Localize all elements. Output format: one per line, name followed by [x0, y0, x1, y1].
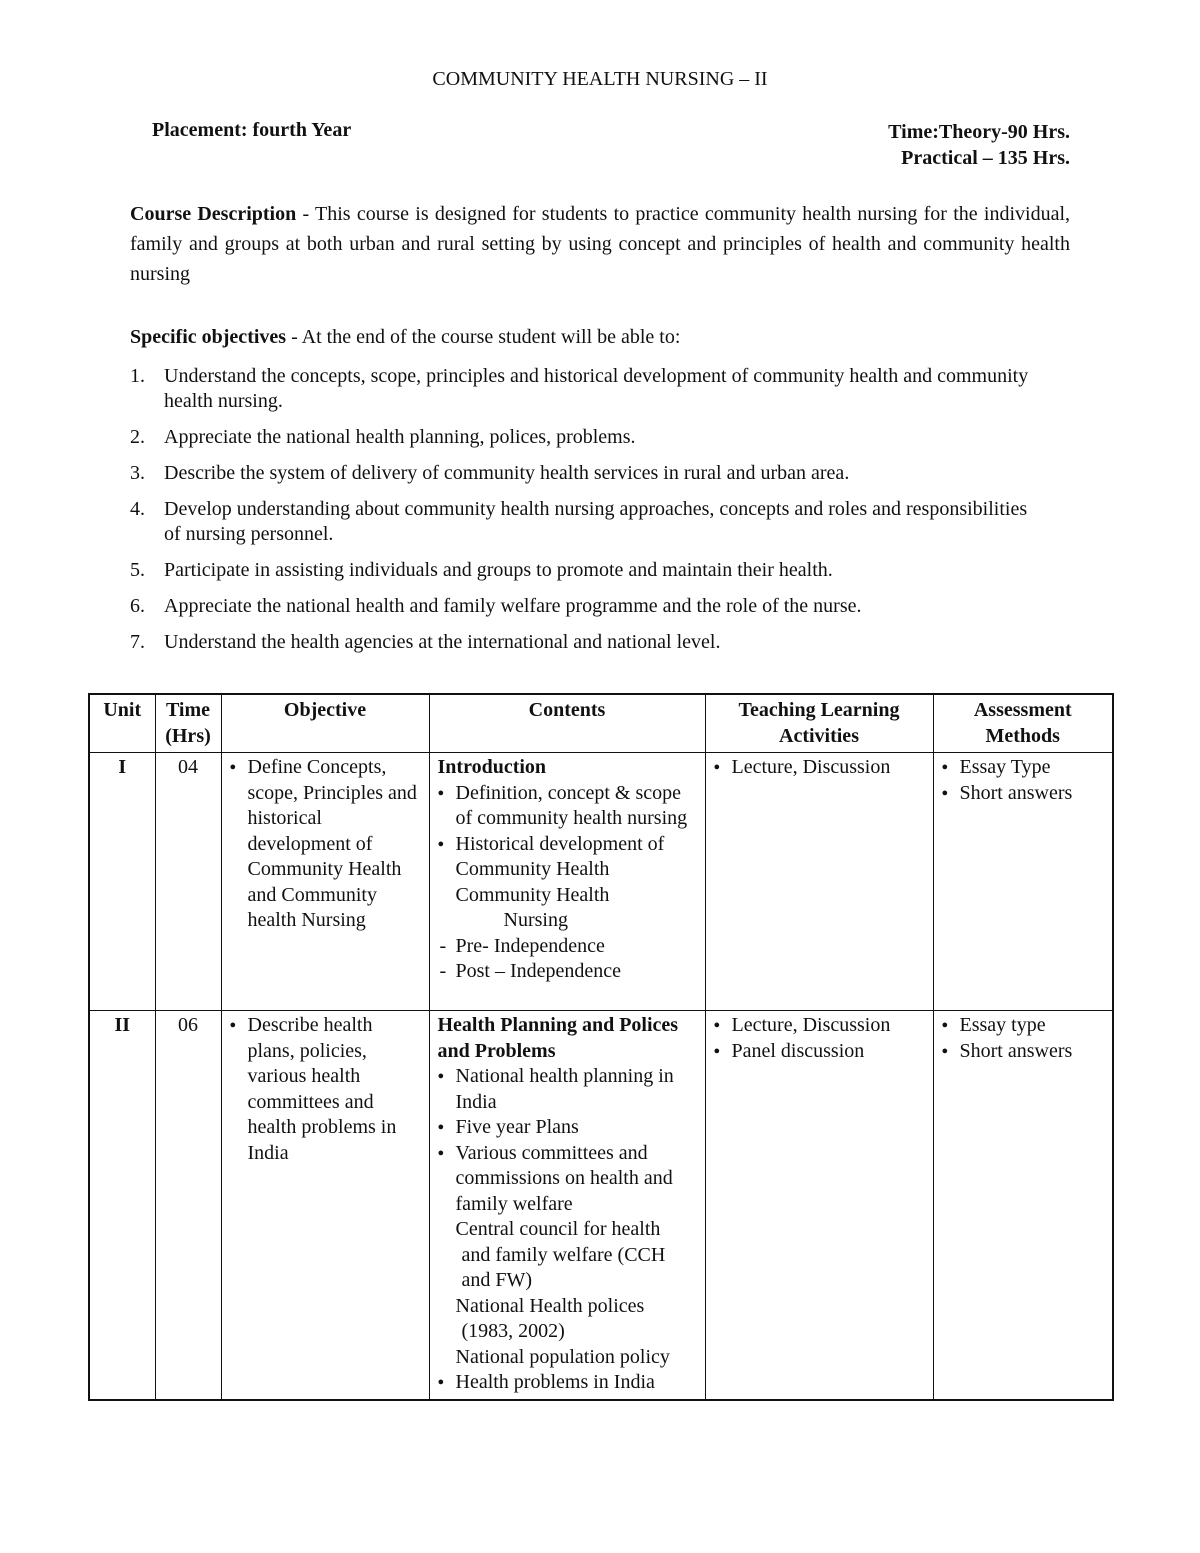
cell-assessment: [933, 753, 1113, 1011]
bullet-item: ● Lecture, Discussion: [714, 755, 925, 781]
table-row: [89, 753, 1113, 1011]
objectives-list: [130, 364, 1030, 666]
placement-label: Placement: fourth Year: [152, 119, 352, 141]
content-line: Community Health: [455, 883, 610, 906]
bullet-item: ● Lecture, Discussion: [714, 1013, 925, 1039]
bullet-item: ● Describe health plans, policies, various health committees and health problems in India: [230, 1013, 421, 1166]
item-number: 2.: [130, 426, 145, 448]
header-text: Objective: [283, 699, 367, 721]
list-item: [130, 594, 1030, 619]
list-item: [130, 630, 1030, 655]
header-text: Methods: [985, 724, 1060, 747]
cell-teaching: [705, 753, 933, 1011]
header-contents: [429, 694, 705, 753]
table-row: [89, 1011, 1113, 1400]
item-text: Appreciate the national health and family welfare programme and the role of the nurse.: [164, 595, 862, 617]
cell-unit: [89, 753, 155, 1011]
specific-objectives-label: Specific objectives: [130, 326, 287, 348]
item-text: Understand the concepts, scope, principles and historical development of community health and community health nursing.: [164, 365, 1029, 412]
header-text: Time: [165, 699, 211, 721]
header-time: [155, 694, 221, 753]
bullet-item: ● Short answers: [942, 781, 1105, 807]
bullet-item: ● Historical development of Community Health: [438, 832, 697, 883]
content-line: Central council for health: [455, 1218, 661, 1240]
bullet-item: ● Define Concepts, scope, Principles and historical development of Community Health and Community health Nursing: [230, 755, 421, 934]
header-unit: [89, 694, 155, 753]
content-line: Nursing: [503, 909, 568, 931]
bullet-item: ● Essay Type: [942, 755, 1105, 781]
unit-number: II: [114, 1014, 131, 1036]
content-line: (1983, 2002): [461, 1320, 565, 1342]
practical-hours: Practical – 135 Hrs.: [901, 147, 1070, 169]
cell-time: 04: [155, 753, 221, 1011]
item-number: 5.: [130, 559, 145, 581]
unit-number: I: [118, 756, 127, 778]
list-item: [130, 461, 1030, 486]
header-objective: [221, 694, 429, 753]
theory-hours: Time:Theory-90 Hrs.: [888, 121, 1070, 143]
header-text: Teaching Learning: [738, 699, 900, 721]
item-text: Appreciate the national health planning, polices, problems.: [164, 426, 636, 448]
item-number: 3.: [130, 462, 145, 484]
content-line: and family welfare (CCH and FW): [461, 1243, 666, 1291]
course-description-text: - This course is designed for students to practice community health nursing for the individual, family and groups at both urban and rural setting by using concept and principles of health and community health nursing: [130, 203, 1070, 285]
course-table: [88, 693, 1114, 1401]
dash-item: - Post – Independence: [438, 959, 697, 985]
section-heading: Health Planning and Polices and Problems: [437, 1014, 679, 1062]
item-text: Develop understanding about community health nursing approaches, concepts and roles and responsibilities of nursing personnel.: [164, 498, 1028, 545]
cell-contents: [429, 1011, 705, 1400]
bullet-item: ● Short answers: [942, 1039, 1105, 1065]
header-text: Activities: [779, 724, 859, 747]
item-number: 4.: [130, 498, 145, 520]
item-number: 1.: [130, 365, 145, 387]
document-title: COMMUNITY HEALTH NURSING – II: [432, 68, 768, 90]
cell-assessment: [933, 1011, 1113, 1400]
content-line: National population policy: [455, 1345, 670, 1368]
list-item: [130, 558, 1030, 583]
bullet-item: ● Essay type: [942, 1013, 1105, 1039]
header-text: Unit: [103, 699, 142, 721]
list-item: [130, 497, 1030, 547]
content-line: National Health polices: [455, 1294, 645, 1317]
item-text: Describe the system of delivery of community health services in rural and urban area.: [164, 462, 850, 484]
header-text: Contents: [528, 699, 606, 721]
bullet-item: ● Health problems in India: [438, 1370, 697, 1396]
bullet-item: ● Five year Plans: [438, 1115, 697, 1141]
cell-contents: [429, 753, 705, 1011]
course-description: [130, 199, 1070, 289]
header-text: Assessment: [973, 699, 1072, 721]
header-text: (Hrs): [165, 724, 211, 747]
section-heading: Introduction: [437, 756, 547, 778]
cell-time: 06: [155, 1011, 221, 1400]
item-number: 7.: [130, 631, 145, 653]
time-allocation: [888, 119, 1070, 171]
item-number: 6.: [130, 595, 145, 617]
bullet-item: ● Various committees and commissions on health and family welfare: [438, 1141, 697, 1218]
bullet-item: ● National health planning in India: [438, 1064, 697, 1115]
cell-unit: [89, 1011, 155, 1400]
course-description-label: Course Description: [130, 203, 297, 225]
table-header-row: [89, 694, 1113, 753]
list-item: [130, 425, 1030, 450]
bullet-item: ● Definition, concept & scope of community health nursing: [438, 781, 697, 832]
header-assessment: [933, 694, 1113, 753]
item-text: Understand the health agencies at the international and national level.: [164, 631, 721, 653]
specific-objectives-intro: - At the end of the course student will be able to:: [286, 326, 681, 348]
specific-objectives-heading: [130, 326, 680, 349]
cell-objective: [221, 1011, 429, 1400]
dash-item: - Pre- Independence: [438, 934, 697, 960]
list-item: [130, 364, 1030, 414]
cell-teaching: [705, 1011, 933, 1400]
cell-objective: [221, 753, 429, 1011]
item-text: Participate in assisting individuals and groups to promote and maintain their health.: [164, 559, 833, 581]
bullet-item: ● Panel discussion: [714, 1039, 925, 1065]
header-teaching: [705, 694, 933, 753]
